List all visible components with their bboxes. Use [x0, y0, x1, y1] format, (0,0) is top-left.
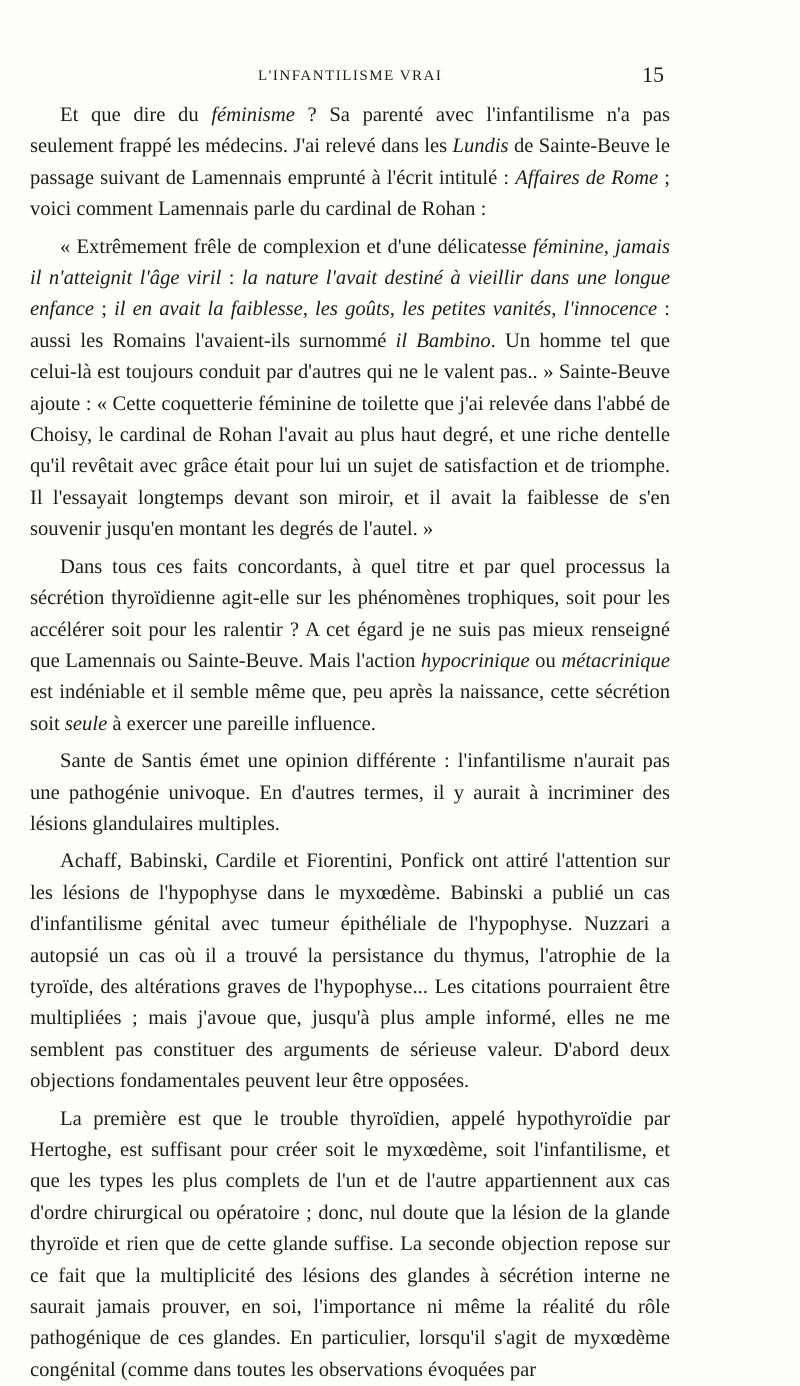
italic-text: il Bambino: [395, 329, 491, 352]
text-run: La première est que le trouble thyroïdien, appelé hypothyroïdie par Hertoghe, est suffisant pour créer soit le myxœdème, soit l'infantilisme, et que les types les plus complets de l'un et de l'autre appartiennent aux cas d'ordre chirurgical ou opératoire ; donc, nul doute que la lésion de la glande thyroïde et rien que de cette glande suffise. La seconde objection repose sur ce fait que la multiplicité des lésions des glandes à sécrétion interne ne saurait jamais prouver, en soi, l'importance ni même la réalité du rôle pathogénique de ces glandes. En particulier, lorsqu'il s'agit de myxœdème congénital (comme dans toutes les observations évoquées par: [30, 1107, 670, 1381]
italic-text: féminine, jamais il n'atteignit l'âge viril: [30, 235, 670, 290]
text-run: Et que dire du: [60, 104, 212, 126]
paragraph: [30, 100, 670, 226]
italic-text: féminisme: [211, 104, 295, 126]
paragraph: [30, 746, 670, 840]
text-run: . Un homme tel que celui-là est toujours conduit par d'autres qui ne le valent pas.. » Sainte-Beuve ajoute : « Cette coquetterie féminine de toilette que j'ai relevée dans l'abbé de Choisy, le cardinal de Rohan l'avait au plus haut degré, et une riche dentelle qu'il revêtait avec grâce était pour lui un sujet de satisfaction et de triomphe. Il l'essayait longtemps devant son miroir, et il avait la faiblesse de s'en souvenir jusqu'en montant les degrés de l'autel. »: [30, 329, 670, 541]
text-run: Achaff, Babinski, Cardile et Fiorentini, Ponfick ont attiré l'attention sur les lésions de l'hypophyse dans le myxœdème. Babinski a publié un cas d'infantilisme génital avec tumeur épithéliale de l'hypophyse. Nuzzari a autopsié un cas où il a trouvé la persistance du thymus, l'atrophie de la tyroïde, des altérations graves de l'hypophyse... Les citations pourraient être multipliées ; mais j'avoue que, jusqu'à plus ample informé, elles ne me semblent pas constituer des arguments de sérieuse valeur. D'abord deux objections fondamentales peuvent leur être opposées.: [30, 850, 670, 1093]
text-run: « Extrêmement frêle de complexion et d'une délicatesse: [60, 235, 533, 258]
italic-text: seule: [64, 712, 108, 735]
paragraph: [30, 552, 670, 740]
page-number: 15: [642, 62, 664, 87]
text-run: :: [221, 267, 242, 290]
text-run: ? Sa parenté avec l'infantilisme n'a pas seulement frappé les médecins. J'ai relevé dans les: [30, 104, 670, 158]
italic-text: Lundis: [452, 135, 509, 158]
italic-text: la nature l'avait destiné à vieillir dans une longue enfance: [30, 267, 670, 321]
italic-text: Affaires de Rome: [515, 166, 659, 189]
italic-text: il en avait la faiblesse, les goûts, les petites vanités, l'innocence: [114, 298, 658, 321]
text-run: ou: [529, 649, 562, 672]
text-run: ;: [94, 298, 115, 321]
text-run: à exercer une pareille influence.: [107, 712, 376, 735]
paragraph: [30, 232, 670, 546]
paragraph: [30, 1104, 670, 1386]
running-title: L'INFANTILISME VRAI: [258, 68, 443, 84]
italic-text: métacrinique: [561, 649, 670, 672]
text-run: est indéniable et il semble même que, peu après la naissance, cette sécrétion soit: [30, 681, 670, 735]
text-run: Dans tous ces faits concordants, à quel titre et par quel processus la sécrétion thyroïdienne agit-elle sur les phénomènes trophiques, soit pour les accélérer soit pour les ralentir ? A cet égard je ne suis pas mieux renseigné que Lamennais ou Sainte-Beuve. Mais l'action: [30, 555, 670, 672]
paragraph: [30, 846, 670, 1097]
text-run: : aussi les Romains l'avaient-ils surnommé: [30, 298, 671, 352]
text-run: de Sainte-Beuve le passage suivant de Lamennais emprunté à l'écrit intitulé :: [30, 135, 670, 189]
text-run: ; voici comment Lamennais parle du cardinal de Rohan :: [30, 166, 670, 221]
text-run: Sante de Santis émet une opinion différente : l'infantilisme n'aurait pas une pathogénie univoque. En d'autres termes, il y aurait à incriminer des lésions glandulaires multiples.: [30, 750, 670, 835]
running-head: [0, 62, 800, 92]
italic-text: hypocrinique: [420, 649, 530, 672]
body-text: [30, 100, 670, 1386]
